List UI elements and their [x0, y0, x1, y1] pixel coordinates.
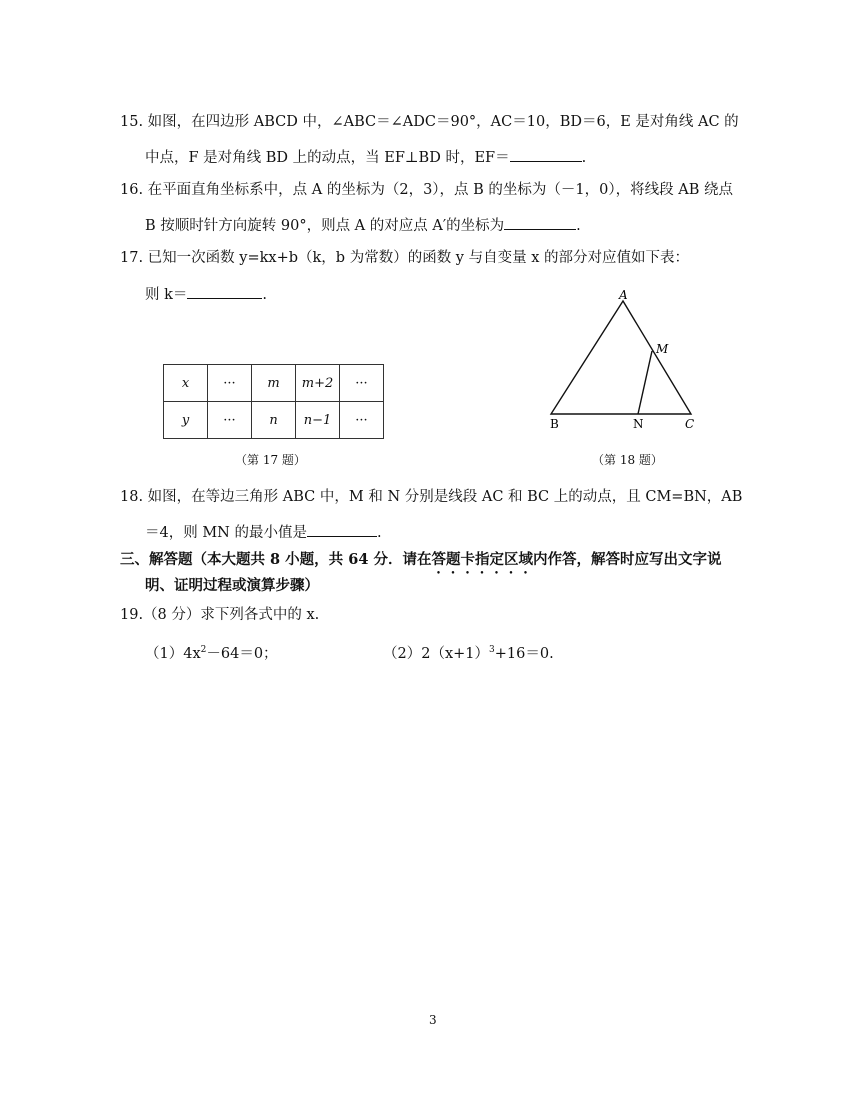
- table-cell: m+2: [296, 365, 340, 402]
- q16-period: .: [576, 218, 581, 234]
- q19-part1-b: －64＝0；: [206, 645, 278, 662]
- answer-blank-16[interactable]: [504, 214, 576, 230]
- segment-mn: [638, 351, 652, 414]
- label-m: M: [656, 342, 669, 356]
- q16-line2: [145, 214, 581, 236]
- page-number: 3: [429, 1013, 437, 1027]
- q17-line2-text: 则 k＝: [145, 287, 188, 303]
- q18-line1: 18. 如图，在等边三角形 ABC 中，M 和 N 分别是线段 AC 和 BC 上的动点，且 CM=BN，AB: [120, 489, 743, 505]
- q15-line2-text: 中点，F 是对角线 BD 上的动点，当 EF⊥BD 时，EF＝: [145, 150, 510, 166]
- q19-part2-exponent: 3: [489, 645, 495, 655]
- label-c: C: [685, 417, 695, 431]
- table-cell: ···: [208, 365, 252, 402]
- q15-period: .: [581, 150, 587, 166]
- q18-line2-text: ＝4，则 MN 的最小值是: [145, 525, 307, 541]
- q19-part1-a: （1）4x: [145, 645, 201, 662]
- label-b: B: [550, 417, 559, 431]
- table-cell: n: [252, 402, 296, 439]
- q15-line2: [145, 146, 586, 168]
- label-n: N: [633, 417, 644, 431]
- q17-line1: 17. 已知一次函数 y=kx+b（k，b 为常数）的函数 y 与自变量 x 的部分对应值如下表：: [120, 250, 689, 266]
- table-cell: y: [164, 402, 208, 439]
- table-cell: x: [164, 365, 208, 402]
- table-cell: ···: [340, 365, 384, 402]
- table-row: [164, 402, 384, 439]
- section3-text-c: 内作答，解答时应写出文字说: [532, 551, 722, 568]
- q16-line2-text: B 按顺时针方向旋转 90°，则点 A 的对应点 A′的坐标为: [145, 218, 505, 234]
- table-cell: m: [252, 365, 296, 402]
- q15-line1: 15. 如图，在四边形 ABCD 中，∠ABC＝∠ADC＝90°，AC＝10，BD＝6，E 是对角线 AC 的: [120, 114, 739, 130]
- q16-line1: 16. 在平面直角坐标系中，点 A 的坐标为（2，3），点 B 的坐标为（－1，0），将线段 AB 绕点: [120, 182, 733, 198]
- q17-period: .: [262, 287, 268, 303]
- answer-blank-18[interactable]: [307, 521, 377, 537]
- section3-heading-line1: [120, 550, 721, 577]
- table-cell: ···: [208, 402, 252, 439]
- figure-18-caption: （第 18 题）: [592, 453, 663, 467]
- table-cell: ···: [340, 402, 384, 439]
- section3-text-a: 三、解答题（本大题共 8 小题，共 64 分．请在: [120, 551, 432, 568]
- q19-part2-a: （2）2（x+1）: [383, 645, 490, 662]
- q18-line2: [145, 521, 382, 543]
- values-table: [163, 364, 384, 439]
- triangle-figure: [540, 285, 720, 435]
- table-row: [164, 365, 384, 402]
- table-cell: n−1: [296, 402, 340, 439]
- q19-title: 19.（8 分）求下列各式中的 x.: [120, 607, 320, 623]
- q19-part1-exponent: 2: [200, 645, 207, 655]
- q19-part2: [383, 640, 554, 664]
- q19-part1: [145, 640, 278, 664]
- triangle-abc: [551, 301, 691, 414]
- answer-blank-15[interactable]: [510, 146, 582, 162]
- figure-17-caption: （第 17 题）: [235, 453, 306, 467]
- label-a: A: [619, 288, 628, 302]
- answer-blank-17[interactable]: [187, 283, 262, 299]
- q19-part2-b: +16＝0.: [494, 645, 554, 662]
- section3-text-emphasis: 答题卡指定区域: [431, 551, 533, 568]
- section3-heading-line2: 明、证明过程或演算步骤）: [145, 577, 319, 594]
- q18-period: .: [376, 525, 382, 541]
- q17-line2: [145, 283, 267, 305]
